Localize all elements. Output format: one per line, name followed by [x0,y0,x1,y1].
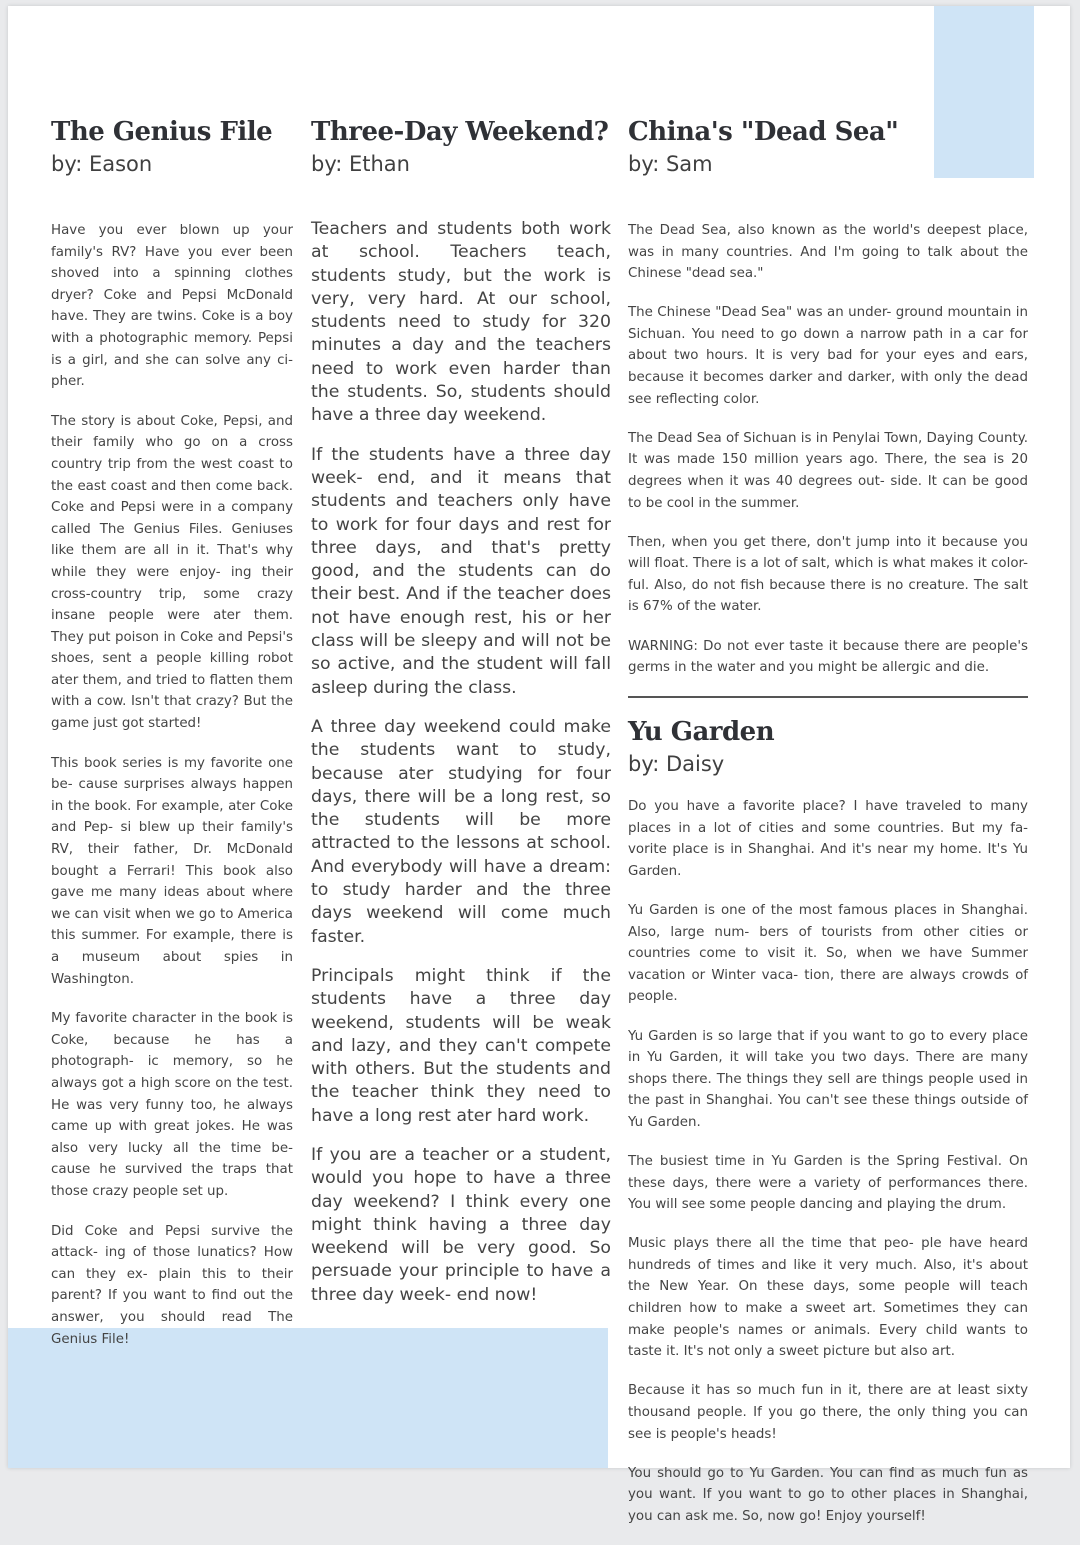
paragraph: If the students have a three day week- end, and it means that students and teachers only have to work for four days and rest for three days, and that's pretty good, and the students can do their best. And if the teacher does not have enough rest, his or her class will be sleepy and will not be so active, and the student will fall asleep during the class. [311,444,611,698]
paragraph: My favorite character in the book is Coke, because he has a photograph- ic memory, so he always got a high score on the test. He was very funny too, he always came up with great jokes. He was also very lucky all the time be- cause he survived the traps that those crazy people set up. [51,1011,293,1199]
paragraph: The Chinese "Dead Sea" was an under- ground mountain in Sichuan. You need to go down a narrow path in a car for about two hours. It is very bad for your eyes and ears, because it becomes darker and darker, with only the dead see reflecting color. [628,305,1028,407]
paragraph: Yu Garden is one of the most famous places in Shanghai. Also, large num- bers of tourists from other cities or countries come to visit it. So, when we have Summer vacation or Winter vaca- tion, there are always crowds of people. [628,903,1028,1005]
paragraph: This book series is my favorite one be- cause surprises always happen in the book. For example, ater Coke and Pep- si blew up their family's RV, their father, Dr. McDonald bought a Ferrari! This book also gave me many ideas about where we can visit when we go to America this summer. For example, there is a museum about spies in Washington. [51,755,293,987]
article-title: The Genius File [51,117,273,147]
paragraph: The story is about Coke, Pepsi, and their family who go on a cross country trip from the west coast to the east coast and then come back. Coke and Pepsi were in a company called The Genius Files. Geniuses like them are all in it. That's why while they were enjoy- ing their cross-country trip, some crazy insane people were ater them. They put poison in Coke and Pepsi's shoes, sent a people killing robot ater them, and tried to flatten them with a cow. Isn't that crazy? But the game just got started! [51,413,293,732]
magazine-page [8,6,1070,1524]
article-byline: by: Sam [628,152,713,176]
right-column [628,116,1028,1545]
article-body [628,796,1028,1527]
paragraph: WARNING: Do not ever taste it because there are people's germs in the water and you might be allergic and die. [628,638,1028,676]
article-body [628,220,1028,679]
article-byline: by: Eason [51,152,153,176]
paragraph: You should go to Yu Garden. You can find as much fun as you want. If you want to go to other places in Shanghai, you can ask me. So, now go! Enjoy yourself! [628,1465,1028,1524]
paragraph: The busiest time in Yu Garden is the Spring Festival. On these days, there were a variety of performances there. You will see some people dancing and playing the drum. [628,1154,1028,1213]
paragraph: Principals might think if the students have a three day weekend, students will be weak and lazy, and they can't compete with others. But the students and the teacher think they need to have a long rest ater hard work. [311,965,611,1126]
paragraph: Do you have a favorite place? I have traveled to many places in a lot of cities and some countries. But my fa- vorite place is in Shanghai. And it's near my home. It's Yu Garden. [628,799,1028,879]
article-byline: by: Daisy [628,752,725,777]
article-byline: by: Ethan [311,152,410,176]
article-body [51,220,293,1350]
article-title: Three-Day Weekend? [311,117,609,147]
article-title: Yu Garden [628,717,775,748]
paragraph: The Dead Sea, also known as the world's deepest place, was in many countries. And I'm going to talk about the Chinese "dead sea." [628,223,1028,282]
paragraph: Because it has so much fun in it, there are at least sixty thousand people. If you go there, the only thing you can see is people's heads! [628,1383,1028,1442]
article-body [311,218,611,1307]
section-divider [628,696,1028,698]
paragraph: A three day weekend could make the students want to study, because ater studying for four days, there will be a long rest, so the students will be more attracted to the lessons at school. And everybody will have a dream: to study harder and the three days weekend will come much faster. [311,716,611,947]
paragraph: Then, when you get there, don't jump into it because you will float. There is a lot of salt, which is what makes it color- ful. Also, do not fish because there is no creature. The salt is 67% of the water. [628,534,1028,615]
paragraph: Teachers and students both work at school. Teachers teach, students study, but the work is very, very hard. At our school, students need to study for 320 minutes a day and the teachers need to work even harder than the students. So, students should have a three day weekend. [311,219,611,426]
paragraph: The Dead Sea of Sichuan is in Penylai Town, Daying County. It was made 150 million years ago. There, the sea is 20 degrees when it was 40 degrees out- side. It can be good to be cool in the summer. [628,430,1028,511]
article-dead-sea [628,116,1028,679]
paragraph: Have you ever blown up your family's RV? Have you ever been shoved into a spinning clothes dryer? Coke and Pepsi McDonald have. They are twins. Coke is a boy with a photographic memory. Pepsi is a girl, and she can solve any ci- pher. [51,223,293,390]
paragraph: If you are a teacher or a student, would you hope to have a three day weekend? I think every one might think having a three day weekend will be very good. So persuade your principle to have a three day week- end now! [311,1144,611,1305]
article-three-day-weekend [311,116,611,1323]
article-yu-garden [628,716,1028,1527]
paragraph: Music plays there all the time that peo- ple have heard hundreds of times and like it very much. Also, it's about the New Year. On these days, some people will teach children how to make a sweet art. Sometimes they can make people's names or animals. Every child wants to taste it. It's not only a sweet picture but also art. [628,1236,1028,1360]
article-title: China's "Dead Sea" [628,117,899,147]
paragraph: Yu Garden is so large that if you want to go to every place in Yu Garden, it will take you two days. There are many shops there. The things they sell are things people used in the past in Shanghai. You can't see these things outside of Yu Garden. [628,1028,1028,1130]
paragraph: Did Coke and Pepsi survive the attack- ing of those lunatics? How can they ex- plain this to their parent? If you want to find out the answer, you should read The Genius File! [51,1223,293,1347]
article-genius-file [51,116,293,1368]
